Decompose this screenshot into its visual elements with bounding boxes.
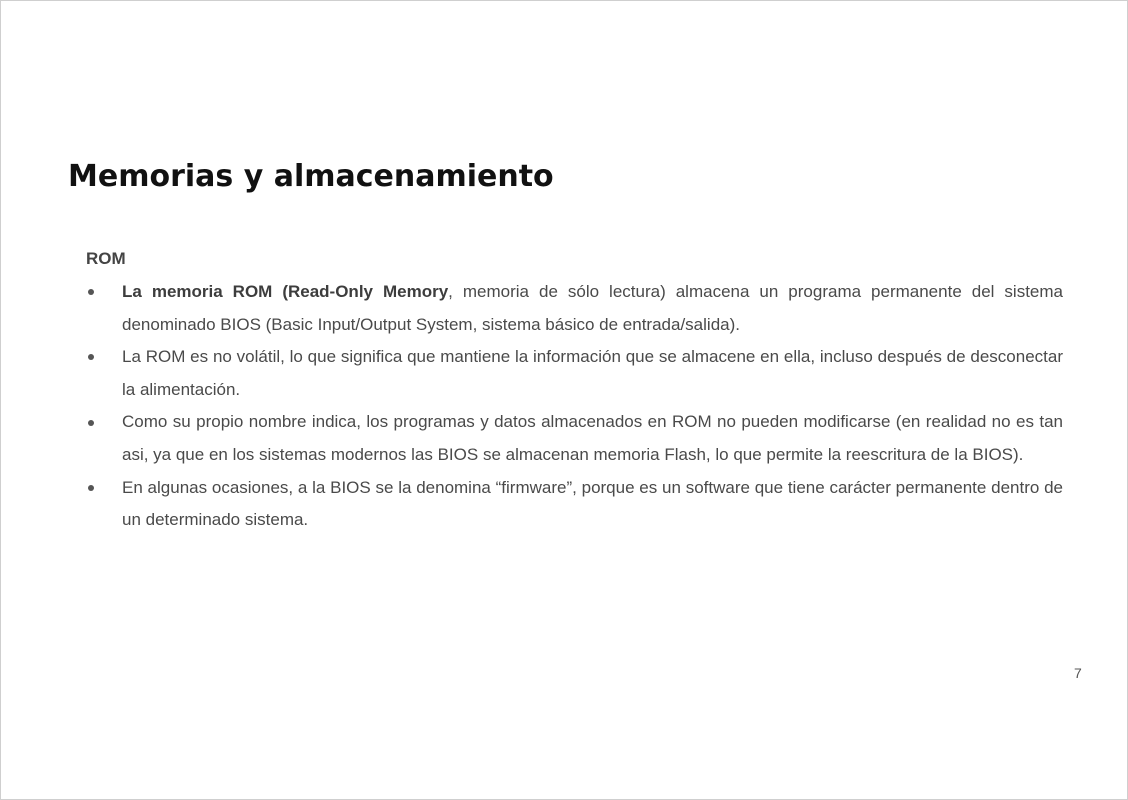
bullet-item [85,276,1063,341]
bullet-text: Como su propio nombre indica, los programas y datos almacenados en ROM no pueden modificarse (en realidad no es tan asi, ya que en los sistemas modernos las BIOS se almacenan memoria Flash, lo que permite la reescritura de la BIOS). [122,412,1063,464]
bullet-dot-icon [85,341,97,374]
bullet-text: La ROM es no volátil, lo que significa que mantiene la información que se almacene en ella, incluso después de desconectar la alimentación. [122,347,1063,399]
page-number: 7 [1074,665,1082,681]
bullet-dot-icon [85,406,97,439]
bullet-item [85,406,1063,471]
bullet-text: , memoria de sólo lectura) almacena un programa permanente del sistema denominado BIOS (Basic Input/Output System, sistema básico de entrada/salida). [122,282,1063,334]
bullet-list [85,276,1063,537]
bullet-text: En algunas ocasiones, a la BIOS se la denomina “firmware”, porque es un software que tiene carácter permanente dentro de un determinado sistema. [122,477,1063,530]
section-heading: ROM [86,249,126,268]
slide-title: Memorias y almacenamiento [68,159,554,194]
bullet-item [85,341,1063,406]
bullet-dot-icon [85,472,97,505]
bullet-lead: La memoria ROM (Read-Only Memory [122,282,449,301]
bullet-dot-icon [85,276,97,309]
bullet-item [85,472,1063,537]
